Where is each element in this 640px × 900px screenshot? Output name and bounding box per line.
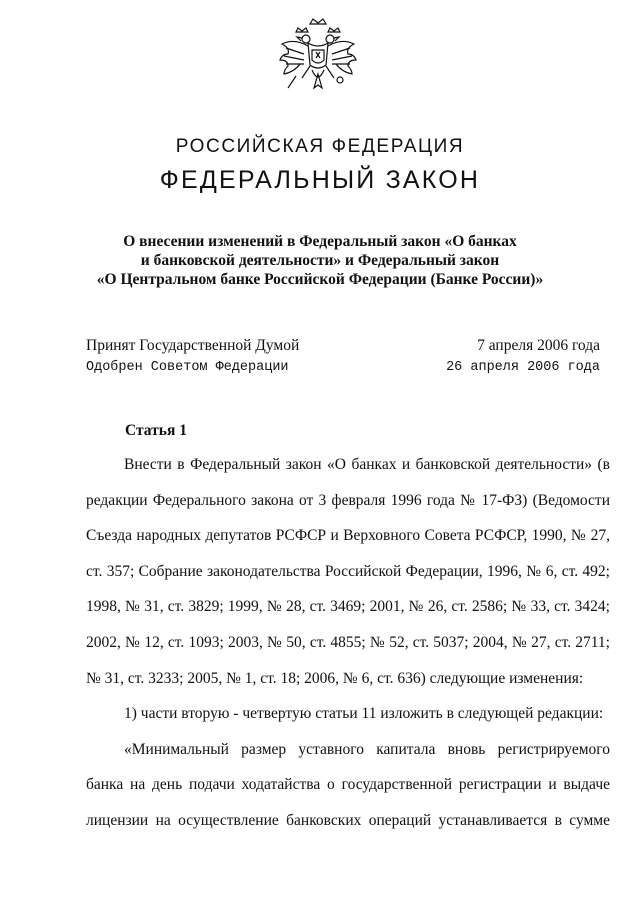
- adoption-date: 26 апреля 2006 года: [446, 360, 600, 375]
- body-line: лицензии на осуществление банковских операций устанавливается в сумме: [86, 811, 610, 829]
- country-heading: РОССИЙСКАЯ ФЕДЕРАЦИЯ: [175, 136, 465, 157]
- law-title-line: О внесении изменений в Федеральный закон «О банках: [123, 233, 517, 250]
- article-body: [86, 455, 610, 847]
- body-line: № 31, ст. 3233; 2005, № 1, ст. 18; 2006, № 6, ст. 636) следующие изменения:: [86, 669, 584, 687]
- document-type-heading: ФЕДЕРАЛЬНЫЙ ЗАКОН: [159, 166, 481, 194]
- body-line: 1) части вторую - четвертую статьи 11 изложить в следующей редакции:: [124, 705, 604, 723]
- adoption-label: Принят Государственной Думой: [86, 337, 300, 354]
- body-line: 1998, № 31, ст. 3829; 1999, № 28, ст. 3469; 2001, № 26, ст. 2586; № 33, ст. 3424;: [86, 598, 610, 616]
- body-line: банка на день подачи ходатайства о государственной регистрации и выдаче: [86, 776, 610, 794]
- body-line: ст. 357; Собрание законодательства Российской Федерации, 1996, № 6, ст. 492;: [86, 562, 610, 580]
- body-line: 2002, № 12, ст. 1093; 2003, № 50, ст. 4855; № 52, ст. 5037; 2004, № 27, ст. 2711;: [86, 633, 610, 651]
- body-line: Съезда народных депутатов РСФСР и Верховного Совета РСФСР, 1990, № 27,: [86, 527, 610, 545]
- body-line: Внести в Федеральный закон «О банках и банковской деятельности» (в: [124, 456, 610, 473]
- adoption-label: Одобрен Советом Федерации: [86, 360, 289, 375]
- article-heading: Статья 1: [125, 422, 187, 439]
- law-title-line: «О Центральном банке Российской Федерации (Банке России)»: [96, 271, 544, 288]
- law-title-line: и банковской деятельности» и Федеральный закон: [140, 252, 500, 269]
- law-title: [60, 232, 580, 289]
- body-line: редакции Федерального закона от 3 февраля 1996 года № 17-ФЗ) (Ведомости: [86, 491, 610, 509]
- body-line: «Минимальный размер уставного капитала вновь регистрируемого: [124, 740, 610, 758]
- coat-of-arms-icon: [276, 14, 360, 106]
- adoption-date: 7 апреля 2006 года: [477, 337, 600, 354]
